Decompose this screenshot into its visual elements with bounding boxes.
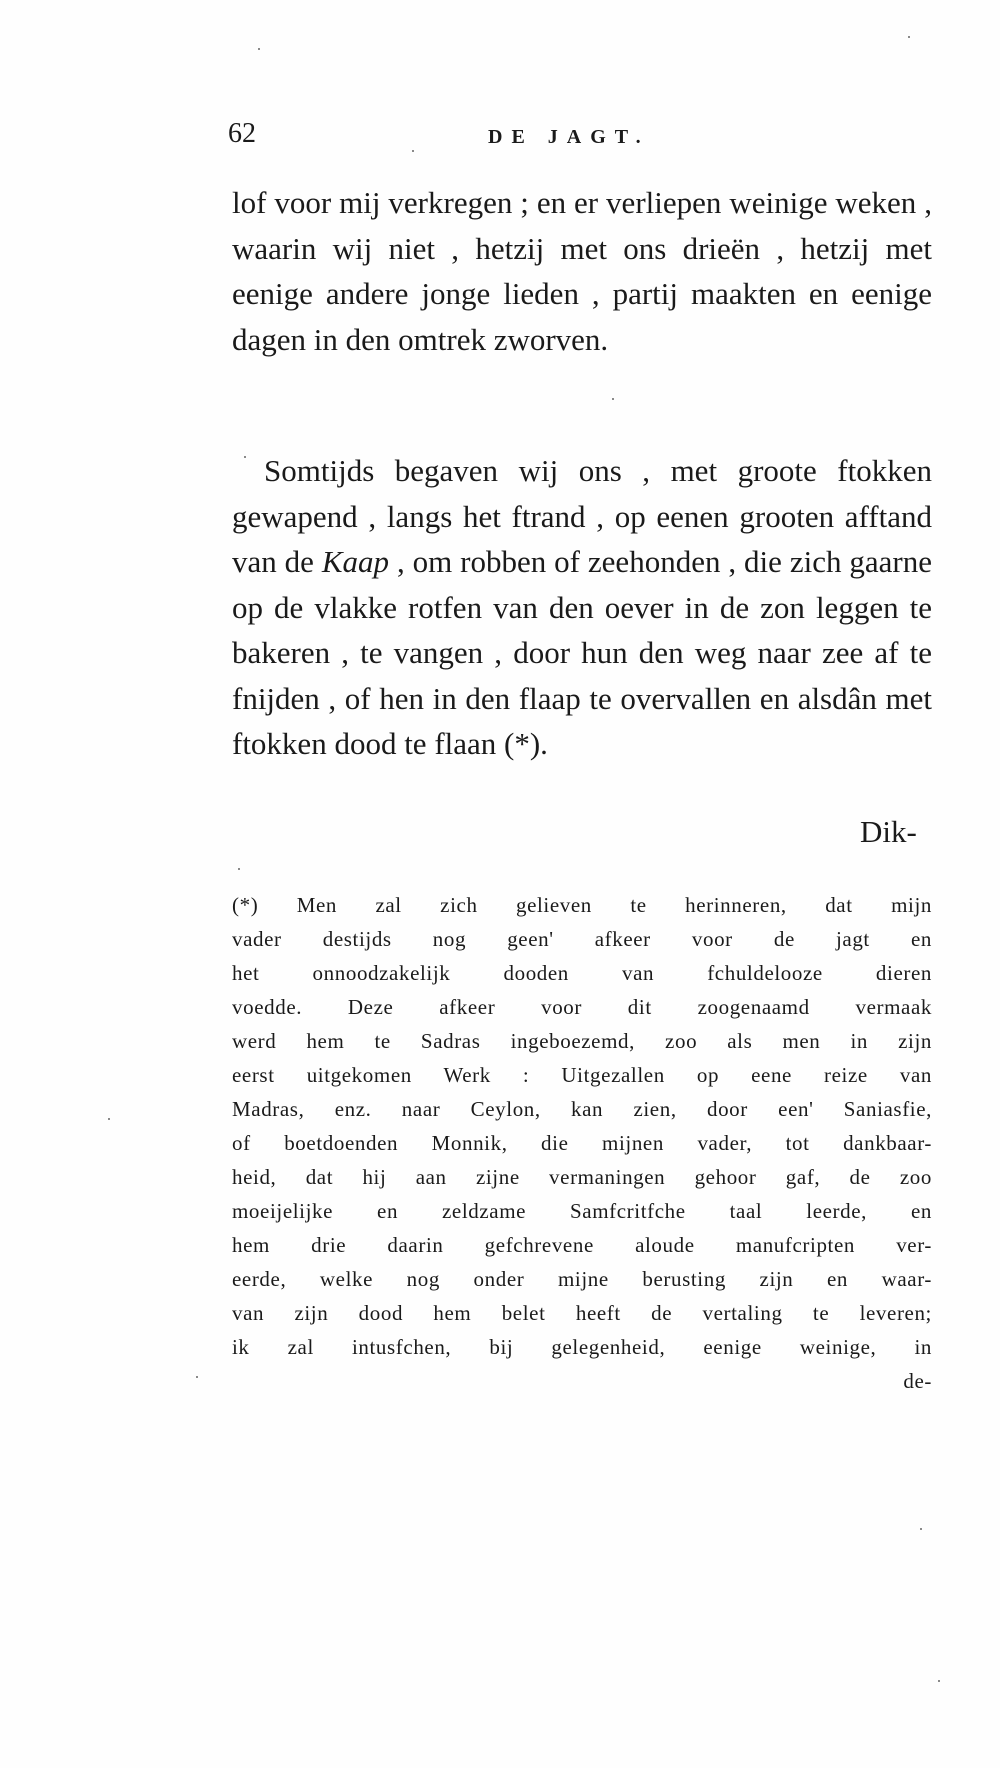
footnote-line: voedde. Deze afkeer voor dit zoogenaamd vermaak bbox=[232, 995, 932, 1019]
paper-speck bbox=[612, 398, 614, 400]
page-header bbox=[228, 118, 938, 158]
page-number: 62 bbox=[228, 118, 256, 149]
paragraph-1: lof voor mij verkregen ; en er verliepen weinige weken , waarin wij niet , hetzij met ons drieën , hetzij met eenige andere jonge lieden , partij maakten en eenige dagen in den omtrek zworven. bbox=[232, 185, 932, 357]
footnote-line: Madras, enz. naar Ceylon, kan zien, door een' Saniasfie, bbox=[232, 1097, 932, 1121]
footnote-line: het onnoodzakelijk dooden van fchuldelooze dieren bbox=[232, 961, 932, 985]
footnote-line: (*) Men zal zich gelieven te herinneren, dat mijn bbox=[232, 893, 932, 917]
paper-speck bbox=[238, 868, 240, 870]
footnote-line: eerst uitgekomen Werk : Uitgezallen op eene reize van bbox=[232, 1063, 932, 1087]
footnote-line: heid, dat hij aan zijne vermaningen gehoor gaf, de zoo bbox=[232, 1165, 932, 1189]
catchword: Dik- bbox=[860, 814, 917, 849]
footnote-catchword: de- bbox=[903, 1369, 932, 1393]
footnote bbox=[232, 888, 932, 1398]
paper-speck bbox=[258, 48, 260, 50]
paper-speck bbox=[920, 1528, 922, 1530]
footnote-line: werd hem te Sadras ingeboezemd, zoo als men in zijn bbox=[232, 1029, 932, 1053]
footnote-line: eerde, welke nog onder mijne berusting zijn en waar- bbox=[232, 1267, 932, 1291]
footnote-line: vader destijds nog geen' afkeer voor de jagt en bbox=[232, 927, 932, 951]
running-head: DE JAGT. bbox=[488, 126, 650, 148]
paper-speck bbox=[938, 1680, 940, 1682]
footnote-line: van zijn dood hem belet heeft de vertaling te leveren; bbox=[232, 1301, 932, 1325]
footnote-line: hem drie daarin gefchrevene aloude manufcripten ver- bbox=[232, 1233, 932, 1257]
footnote-line: moeijelijke en zeldzame Samfcritfche taal leerde, en bbox=[232, 1199, 932, 1223]
footnote-line: of boetdoenden Monnik, die mijnen vader, tot dankbaar- bbox=[232, 1131, 932, 1155]
paper-speck bbox=[196, 1376, 198, 1378]
paper-speck bbox=[908, 36, 910, 38]
paragraph-2 bbox=[232, 448, 932, 767]
place-name-kaap: Kaap bbox=[321, 544, 390, 579]
footnote-line: ik zal intusfchen, bij gelegenheid, eenige weinige, in bbox=[232, 1335, 932, 1359]
paragraph-2-before: Somtijds begaven wij ons , met groote ftokken gewapend , langs het ftrand , op eenen grooten afftand van de bbox=[232, 453, 932, 579]
paper-speck bbox=[108, 1118, 110, 1120]
paragraph-2-after: , om robben of zeehonden , die zich gaarne op de vlakke rotfen van den oever in de zon leggen te bakeren , te vangen , door hun den weg naar zee af te fnijden , of hen in den flaap te overvallen en alsdân met ftokken dood te flaan (*). bbox=[232, 544, 932, 761]
